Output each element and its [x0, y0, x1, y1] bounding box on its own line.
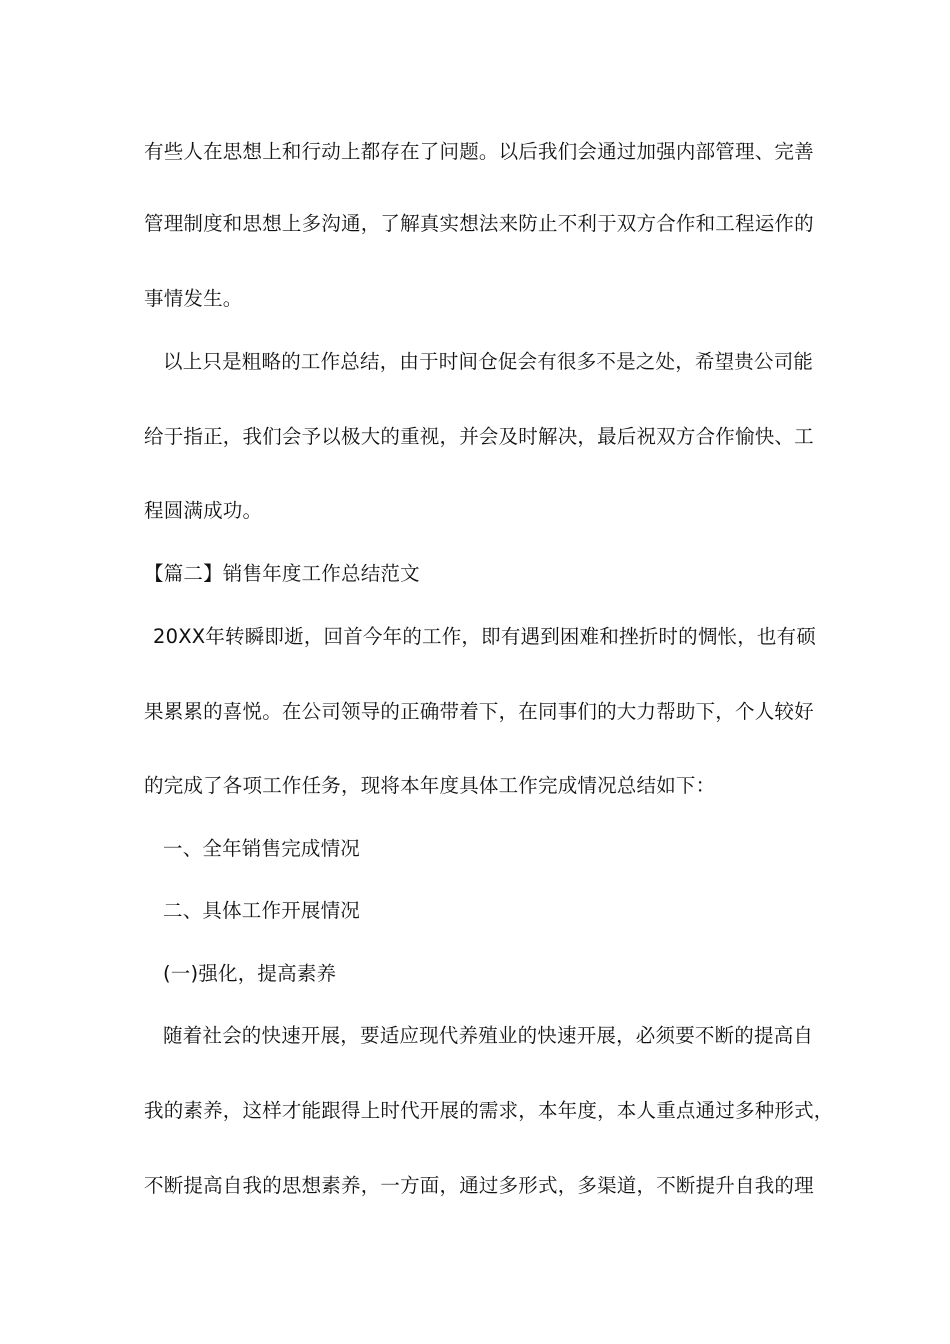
paragraph-line: 有些人在思想上和行动上都存在了问题。以后我们会通过加强内部管理、完善	[144, 140, 814, 163]
paragraph-line: 随着社会的快速开展，要适应现代养殖业的快速开展，必须要不断的提高自	[163, 1024, 814, 1047]
paragraph-line: 果累累的喜悦。在公司领导的正确带着下，在同事们的大力帮助下，个人较好	[144, 700, 814, 723]
list-heading: 二、具体工作开展情况	[163, 899, 361, 922]
paragraph-line: 不断提高自我的思想素养，一方面，通过多形式，多渠道，不断提升自我的理	[144, 1174, 814, 1197]
paragraph-line: 的完成了各项工作任务，现将本年度具体工作完成情况总结如下：	[144, 774, 716, 797]
paragraph-line: 给于指正，我们会予以极大的重视，并会及时解决，最后祝双方合作愉快、工	[144, 425, 814, 448]
paragraph-line: 我的素养，这样才能跟得上时代开展的需求，本年度，本人重点通过多种形式，	[144, 1099, 834, 1122]
list-heading: 一、全年销售完成情况	[163, 837, 361, 860]
sub-heading: (一)强化，提高素养	[163, 962, 337, 985]
paragraph-line: 程圆满成功。	[144, 499, 263, 522]
paragraph-line: 事情发生。	[144, 287, 243, 310]
paragraph-line: 以上只是粗略的工作总结，由于时间仓促会有很多不是之处，希望贵公司能	[163, 350, 814, 373]
paragraph-line: 管理制度和思想上多沟通，了解真实想法来防止不利于双方合作和工程运作的	[144, 212, 814, 235]
section-heading: 【篇二】销售年度工作总结范文	[144, 562, 420, 585]
paragraph-line: 20XX年转瞬即逝，回首今年的工作，即有遇到困难和挫折时的惆怅，也有硕	[153, 625, 817, 648]
